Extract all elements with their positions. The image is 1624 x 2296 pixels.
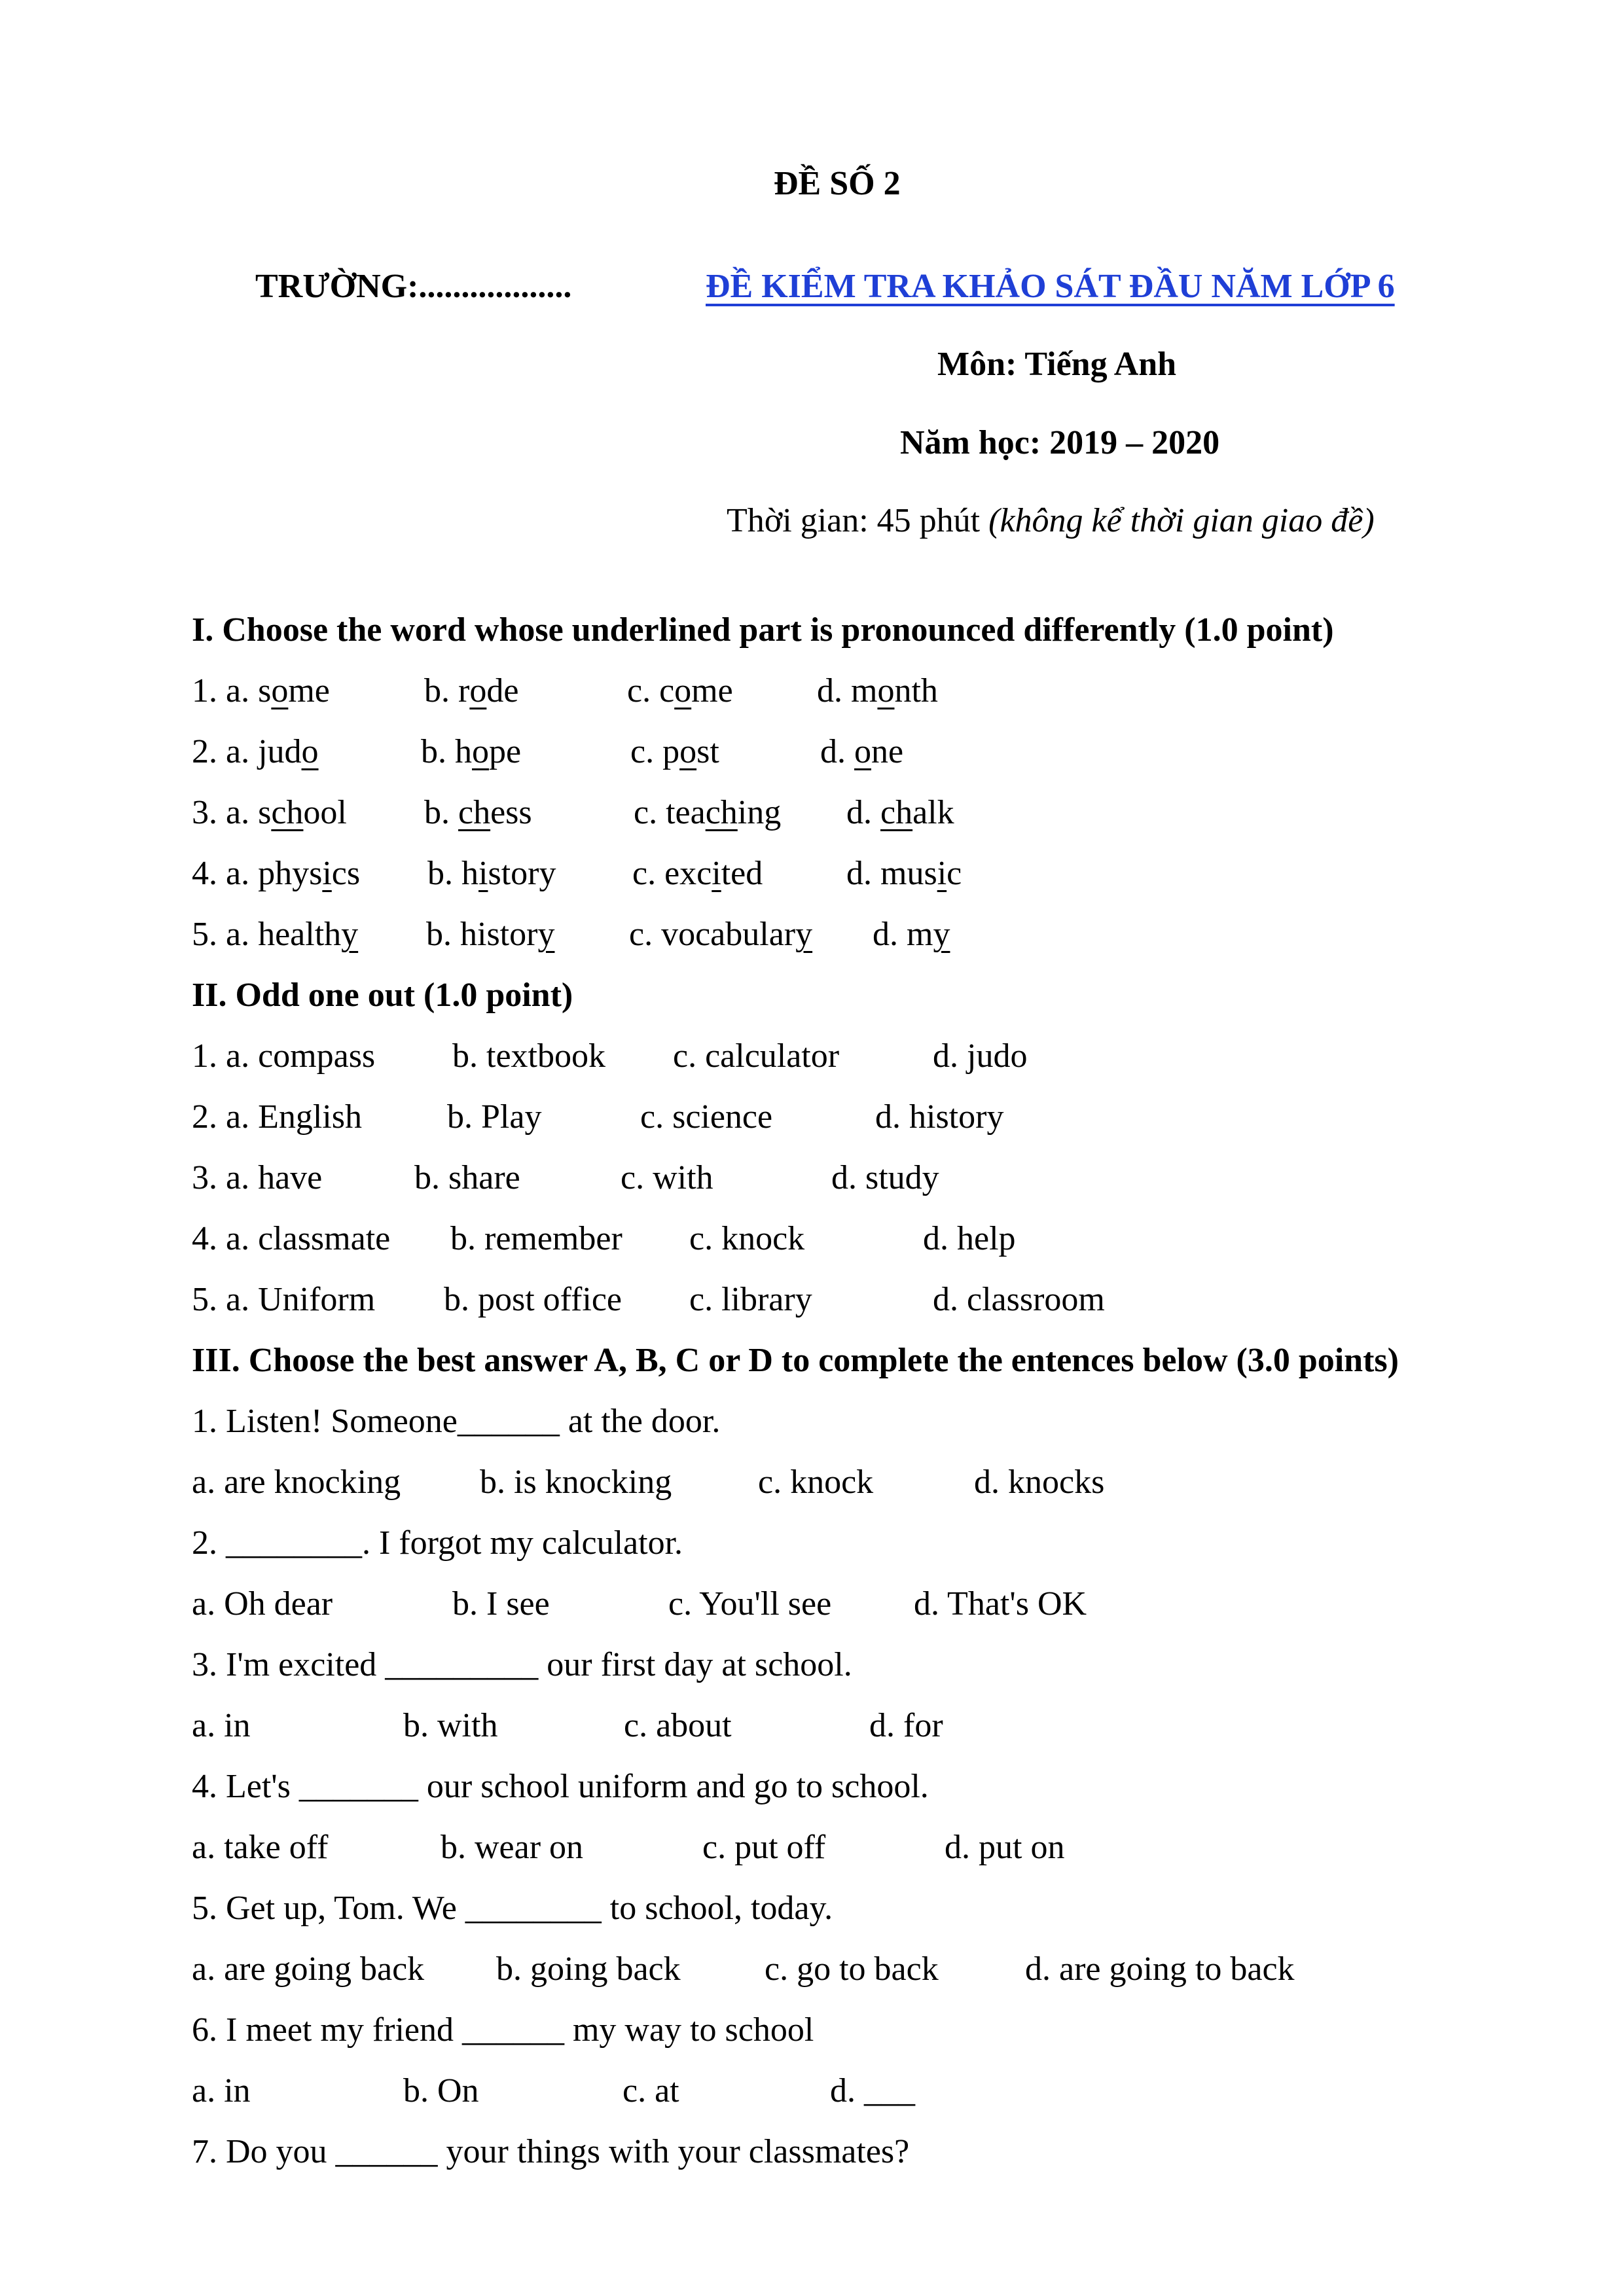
s3-q4-option-a: a. take off — [192, 1829, 329, 1866]
s3-q4-option-b: b. wear on — [441, 1829, 584, 1866]
s3-q3-text: 3. I'm excited _________ our first day at school. — [192, 1646, 852, 1683]
s2-q2-option-b: b. Play — [447, 1098, 542, 1136]
s3-q1-option-d: d. knocks — [974, 1463, 1105, 1501]
s1-q5-option-b: b. history — [426, 916, 555, 953]
s2-q3-option-a: 3. a. have — [192, 1159, 323, 1196]
s3-q5-option-b: b. going back — [496, 1950, 681, 1988]
subject: Môn: Tiếng Anh — [937, 346, 1177, 383]
s2-q3-option-c: c. with — [621, 1159, 713, 1196]
s3-q5-text: 5. Get up, Tom. We ________ to school, today. — [192, 1890, 833, 1927]
s3-q1-text: 1. Listen! Someone______ at the door. — [192, 1403, 721, 1440]
section-3-heading: III. Choose the best answer A, B, C or D to complete the entences below (3.0 points) — [192, 1342, 1399, 1379]
s1-q4-option-b: b. history — [427, 855, 556, 892]
s1-q3-option-d: d. chalk — [846, 794, 954, 831]
s3-q7-text: 7. Do you ______ your things with your classmates? — [192, 2133, 910, 2170]
s2-q3-option-d: d. study — [831, 1159, 939, 1196]
s2-q4-option-a: 4. a. classmate — [192, 1220, 391, 1257]
s1-q1-option-c: c. come — [627, 672, 733, 709]
s1-q4-option-a: 4. a. physics — [192, 855, 361, 892]
s2-q5-option-a: 5. a. Uniform — [192, 1281, 376, 1318]
s2-q1-option-d: d. judo — [933, 1037, 1028, 1075]
s3-q2-option-b: b. I see — [452, 1585, 550, 1623]
s3-q4-option-c: c. put off — [702, 1829, 826, 1866]
s2-q2-option-a: 2. a. English — [192, 1098, 362, 1136]
s3-q1-option-a: a. are knocking — [192, 1463, 401, 1501]
time-note: (không kể thời gian giao đề) — [988, 502, 1375, 539]
s1-q5-option-a: 5. a. healthy — [192, 916, 359, 953]
s3-q6-option-d: d. ___ — [830, 2072, 915, 2109]
s1-q2-option-c: c. post — [630, 733, 719, 770]
s3-q6-option-c: c. at — [623, 2072, 679, 2109]
time-line — [727, 504, 1375, 538]
section-1-heading: I. Choose the word whose underlined part is pronounced differently (1.0 point) — [192, 611, 1334, 649]
s2-q5-option-b: b. post office — [444, 1281, 622, 1318]
section-2-heading: II. Odd one out (1.0 point) — [192, 977, 573, 1014]
s3-q4-option-d: d. put on — [945, 1829, 1065, 1866]
time-label: Thời gian: 45 phút — [727, 502, 989, 539]
s3-q6-text: 6. I meet my friend ______ my way to school — [192, 2011, 814, 2049]
s3-q4-text: 4. Let's _______ our school uniform and go to school. — [192, 1768, 929, 1805]
s2-q1-option-a: 1. a. compass — [192, 1037, 376, 1075]
s1-q5-option-d: d. my — [873, 916, 950, 953]
s2-q1-option-b: b. textbook — [452, 1037, 605, 1075]
s2-q4-option-b: b. remember — [450, 1220, 623, 1257]
s2-q2-option-c: c. science — [640, 1098, 773, 1136]
s3-q3-option-b: b. with — [403, 1707, 498, 1744]
s1-q1-option-b: b. rode — [424, 672, 519, 709]
s1-q4-option-d: d. music — [846, 855, 962, 892]
s2-q2-option-d: d. history — [875, 1098, 1004, 1136]
s1-q3-option-a: 3. a. school — [192, 794, 347, 831]
s1-q2-option-a: 2. a. judo — [192, 733, 319, 770]
s3-q2-option-d: d. That's OK — [914, 1585, 1087, 1623]
s3-q5-option-a: a. are going back — [192, 1950, 425, 1988]
s1-q5-option-c: c. vocabulary — [629, 916, 813, 953]
s1-q3-option-b: b. chess — [424, 794, 532, 831]
exam-number: ĐỀ SỐ 2 — [774, 165, 901, 202]
s1-q2-option-d: d. one — [820, 733, 904, 770]
s1-q1-option-a: 1. a. some — [192, 672, 330, 709]
s1-q1-option-d: d. month — [817, 672, 938, 709]
s3-q6-option-a: a. in — [192, 2072, 251, 2109]
s3-q2-text: 2. ________. I forgot my calculator. — [192, 1524, 683, 1562]
s2-q3-option-b: b. share — [414, 1159, 520, 1196]
s3-q2-option-c: c. You'll see — [668, 1585, 832, 1623]
school-label: TRƯỜNG:.................. — [255, 268, 572, 305]
s3-q6-option-b: b. On — [403, 2072, 479, 2109]
school-year: Năm học: 2019 – 2020 — [900, 424, 1220, 461]
s1-q3-option-c: c. teaching — [634, 794, 782, 831]
s1-q2-option-b: b. hope — [421, 733, 522, 770]
s3-q3-option-d: d. for — [869, 1707, 943, 1744]
s2-q1-option-c: c. calculator — [673, 1037, 840, 1075]
s2-q5-option-c: c. library — [689, 1281, 812, 1318]
s3-q1-option-b: b. is knocking — [480, 1463, 672, 1501]
exam-title: ĐỀ KIỂM TRA KHẢO SÁT ĐẦU NĂM LỚP 6 — [706, 268, 1395, 305]
s2-q4-option-c: c. knock — [689, 1220, 805, 1257]
s3-q2-option-a: a. Oh dear — [192, 1585, 333, 1623]
s1-q4-option-c: c. excited — [632, 855, 763, 892]
s3-q3-option-a: a. in — [192, 1707, 251, 1744]
s3-q5-option-c: c. go to back — [765, 1950, 939, 1988]
s3-q3-option-c: c. about — [624, 1707, 732, 1744]
s2-q5-option-d: d. classroom — [933, 1281, 1105, 1318]
s2-q4-option-d: d. help — [923, 1220, 1016, 1257]
s3-q1-option-c: c. knock — [758, 1463, 874, 1501]
s3-q5-option-d: d. are going to back — [1025, 1950, 1295, 1988]
